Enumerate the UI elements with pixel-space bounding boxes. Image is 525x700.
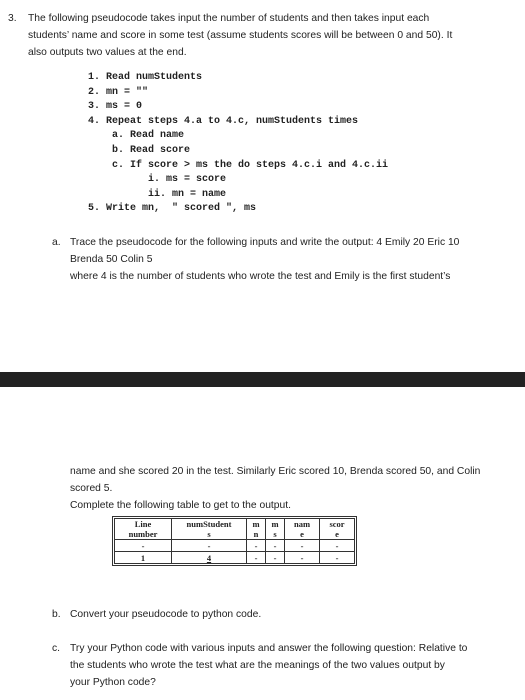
part-a-label: a. xyxy=(52,237,61,248)
table-cell: 4 xyxy=(172,552,247,564)
trace-table xyxy=(114,518,355,564)
header-cell: scor e xyxy=(320,519,355,540)
part-b-text: Convert your pseudocode to python code. xyxy=(70,609,262,620)
part-a-continued xyxy=(70,463,520,514)
table-cell: - xyxy=(172,540,247,552)
table-cell: - xyxy=(247,540,266,552)
part-a-line: scored 5. xyxy=(70,483,113,494)
header-cell: nam e xyxy=(285,519,320,540)
code-line: ii. mn = name xyxy=(88,188,227,200)
header-cell: Line number xyxy=(115,519,172,540)
table-cell: - xyxy=(285,540,320,552)
table-row xyxy=(115,552,355,564)
code-line: 5. Write mn, " scored ", ms xyxy=(88,203,257,215)
table-cell: - xyxy=(266,540,285,552)
table-header-row xyxy=(115,519,355,540)
code-line: a. Read name xyxy=(88,130,185,142)
table-cell: - xyxy=(247,552,266,564)
intro-line: also outputs two values at the end. xyxy=(28,47,187,58)
code-line: 4. Repeat steps 4.a to 4.c, numStudents times xyxy=(88,115,359,127)
part-a-text xyxy=(70,234,520,285)
code-line: b. Read score xyxy=(88,144,191,156)
page-separator xyxy=(0,372,525,387)
table-cell: - xyxy=(266,552,285,564)
code-line: i. ms = score xyxy=(88,174,227,186)
question-number: 3. xyxy=(8,13,17,24)
part-a-line: Trace the pseudocode for the following inputs and write the output: 4 Emily 20 Eric 10 xyxy=(70,237,460,248)
part-c-line: your Python code? xyxy=(70,677,156,688)
part-c-label: c. xyxy=(52,643,61,654)
intro-line: The following pseudocode takes input the number of students and then takes input each xyxy=(28,13,430,24)
table-row xyxy=(115,540,355,552)
question-intro xyxy=(28,10,518,61)
header-cell: m n xyxy=(247,519,266,540)
trace-table-frame xyxy=(112,516,357,566)
part-a-line: Brenda 50 Colin 5 xyxy=(70,254,153,265)
table-cell: - xyxy=(115,540,172,552)
code-line: 2. mn = "" xyxy=(88,86,149,98)
pseudocode-block xyxy=(88,71,388,217)
code-line: c. If score > ms the do steps 4.c.i and 4.c.ii xyxy=(88,159,389,171)
header-cell: m s xyxy=(266,519,285,540)
code-line: 1. Read numStudents xyxy=(88,72,203,83)
part-a-line: name and she scored 20 in the test. Similarly Eric scored 10, Brenda scored 50, and Colin xyxy=(70,466,481,477)
part-c-line: Try your Python code with various inputs and answer the following question: Relative to xyxy=(70,643,468,654)
table-cell: - xyxy=(285,552,320,564)
part-b-label: b. xyxy=(52,609,61,620)
table-cell: - xyxy=(320,552,355,564)
part-a-line: Complete the following table to get to the output. xyxy=(70,500,291,511)
part-a-line: where 4 is the number of students who wrote the test and Emily is the first student’s xyxy=(70,271,451,282)
part-c-text xyxy=(70,640,520,691)
intro-line: students’ name and score in some test (assume students scores will be between 0 and 50). It xyxy=(28,30,453,41)
header-cell: numStudent s xyxy=(172,519,247,540)
table-cell: - xyxy=(320,540,355,552)
part-c-line: the students who wrote the test what are the meanings of the two values output by xyxy=(70,660,445,671)
table-cell: 1 xyxy=(115,552,172,564)
code-line: 3. ms = 0 xyxy=(88,101,143,113)
